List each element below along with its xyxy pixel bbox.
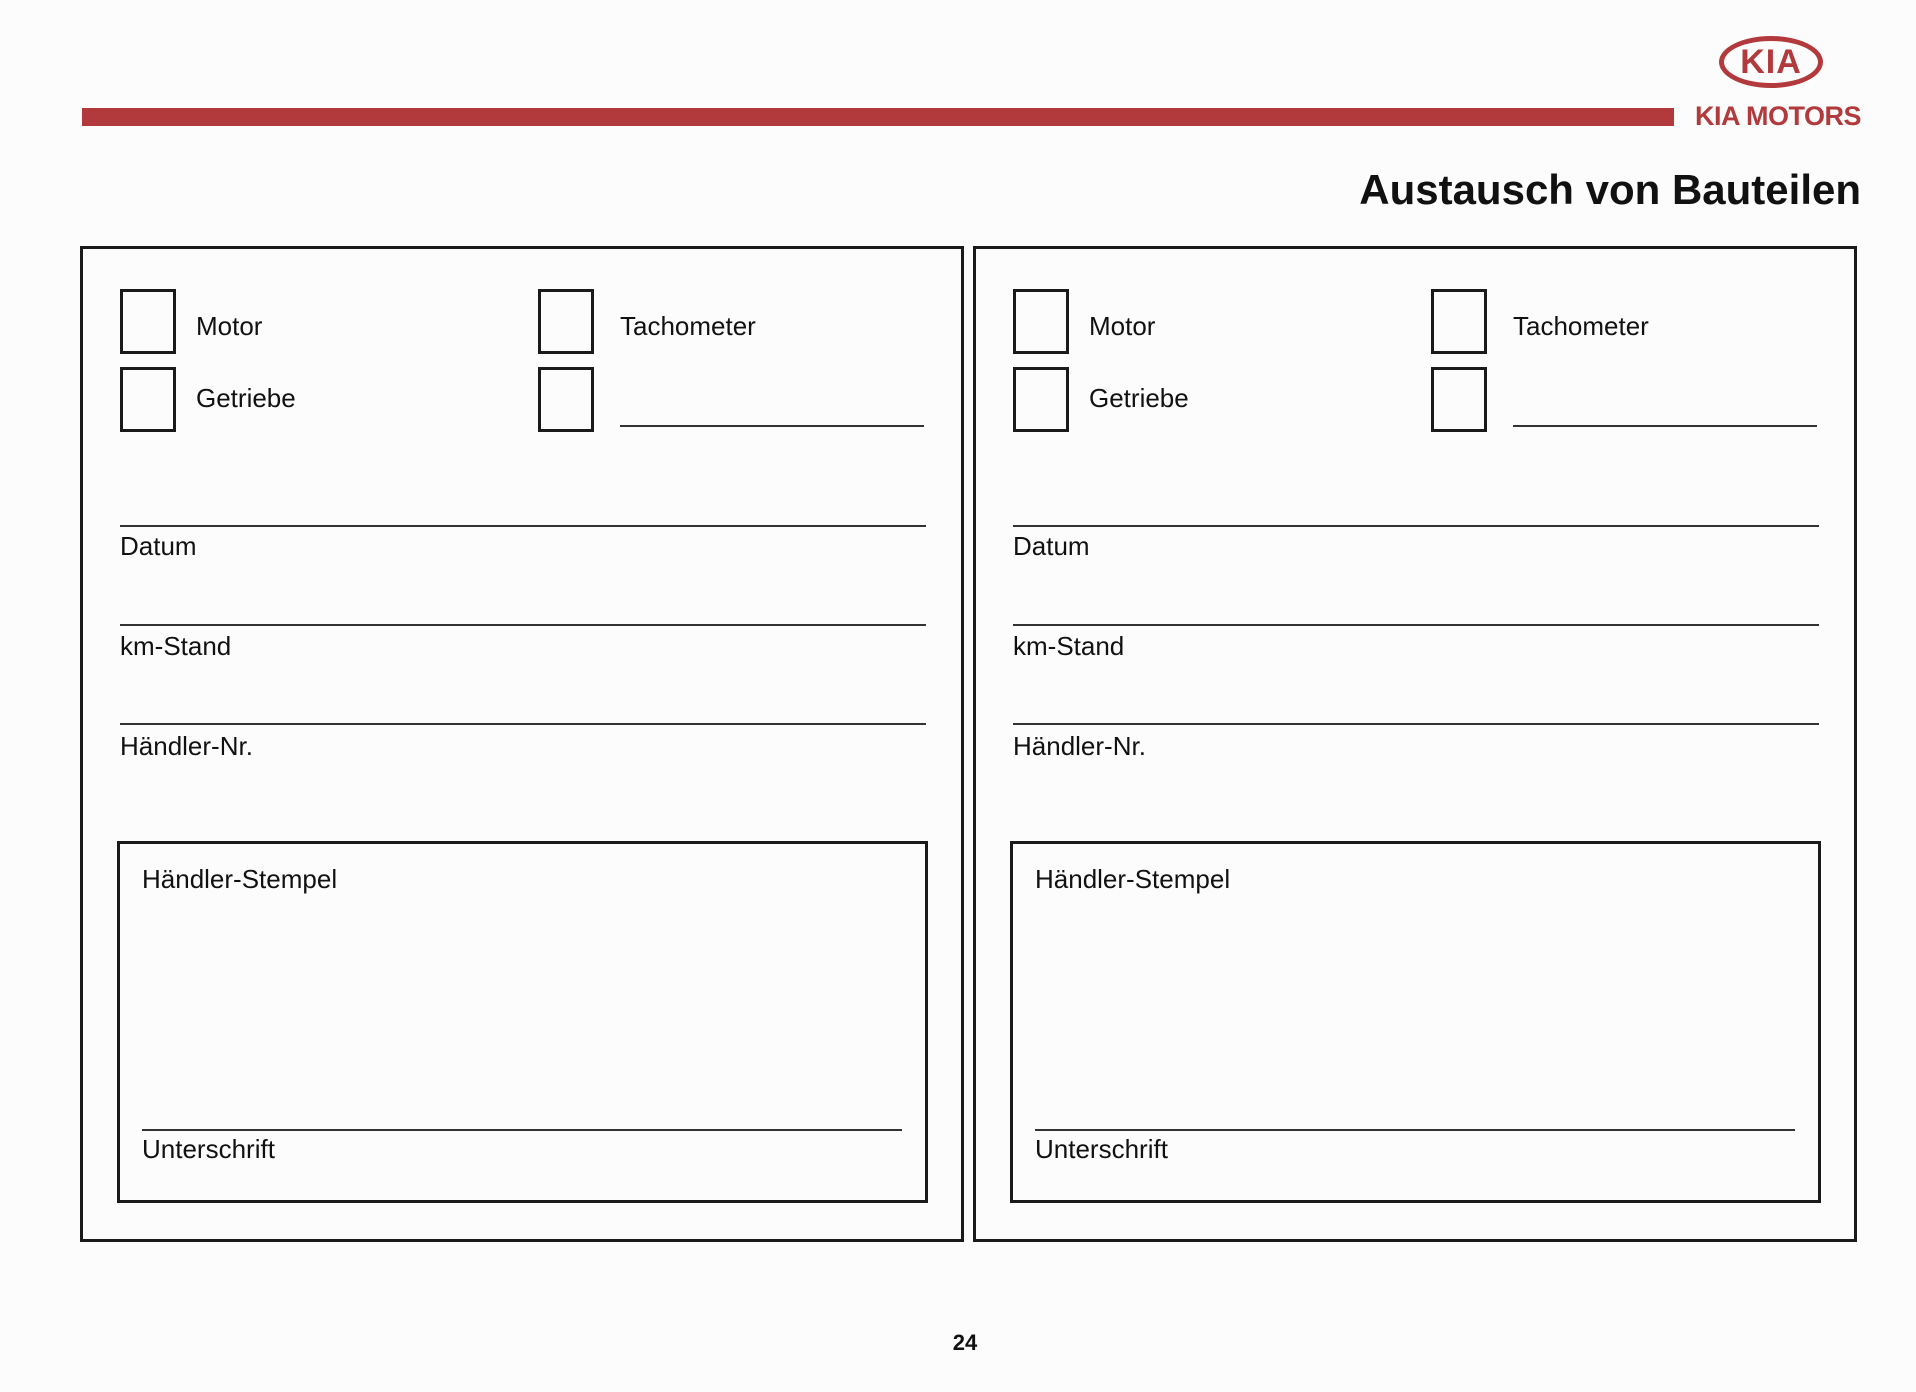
- getriebe-label: Getriebe: [196, 383, 296, 413]
- signature-label: Unterschrift: [1035, 1134, 1168, 1164]
- haendler-nr-line[interactable]: [120, 723, 926, 725]
- dealer-stamp-box[interactable]: [117, 841, 928, 1203]
- tachometer-checkbox[interactable]: [1431, 289, 1487, 354]
- signature-label: Unterschrift: [142, 1134, 275, 1164]
- km-stand-label: km-Stand: [120, 631, 232, 661]
- km-stand-label: km-Stand: [1013, 631, 1125, 661]
- page-number: 24: [952, 1330, 978, 1355]
- haendler-nr-label: Händler-Nr.: [1013, 731, 1146, 761]
- kia-logo-text: KIA: [1740, 43, 1802, 81]
- motor-label: Motor: [1089, 311, 1156, 341]
- dealer-stamp-label: Händler-Stempel: [1035, 864, 1231, 894]
- kia-logo: [1719, 36, 1823, 88]
- motor-checkbox[interactable]: [120, 289, 176, 354]
- datum-label: Datum: [120, 531, 197, 561]
- other-part-line[interactable]: [620, 425, 924, 427]
- motor-checkbox[interactable]: [1013, 289, 1069, 354]
- other-checkbox[interactable]: [1431, 367, 1487, 432]
- other-checkbox[interactable]: [538, 367, 594, 432]
- datum-line[interactable]: [1013, 525, 1819, 527]
- km-stand-line[interactable]: [1013, 624, 1819, 626]
- brand-name: KIA MOTORS: [1694, 101, 1861, 131]
- haendler-nr-line[interactable]: [1013, 723, 1819, 725]
- motor-label: Motor: [196, 311, 263, 341]
- haendler-nr-label: Händler-Nr.: [120, 731, 253, 761]
- tachometer-checkbox[interactable]: [538, 289, 594, 354]
- getriebe-label: Getriebe: [1089, 383, 1189, 413]
- getriebe-checkbox[interactable]: [1013, 367, 1069, 432]
- signature-line[interactable]: [142, 1129, 902, 1131]
- replacement-card-2: [973, 246, 1857, 1242]
- page-title: Austausch von Bauteilen: [1359, 166, 1861, 213]
- signature-line[interactable]: [1035, 1129, 1795, 1131]
- other-part-line[interactable]: [1513, 425, 1817, 427]
- datum-line[interactable]: [120, 525, 926, 527]
- getriebe-checkbox[interactable]: [120, 367, 176, 432]
- dealer-stamp-label: Händler-Stempel: [142, 864, 338, 894]
- tachometer-label: Tachometer: [1513, 311, 1649, 341]
- replacement-card-1: [80, 246, 964, 1242]
- tachometer-label: Tachometer: [620, 311, 756, 341]
- dealer-stamp-box[interactable]: [1010, 841, 1821, 1203]
- datum-label: Datum: [1013, 531, 1090, 561]
- header-red-bar: [82, 108, 1674, 126]
- km-stand-line[interactable]: [120, 624, 926, 626]
